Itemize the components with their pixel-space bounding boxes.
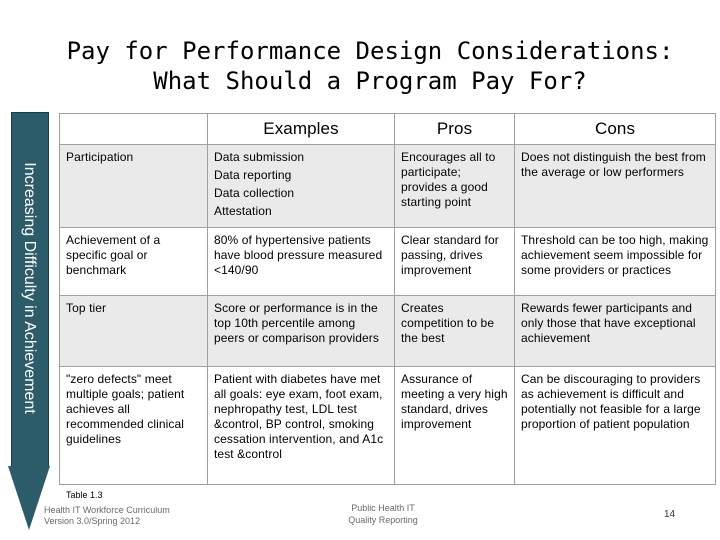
row-pros: Clear standard for passing, drives improvement — [395, 228, 515, 296]
row-examples: 80% of hypertensive patients have blood pressure measured <140/90 — [208, 228, 395, 296]
row-cons: Does not distinguish the best from the average or low performers — [515, 145, 716, 228]
unit-line-2: Quality Reporting — [348, 515, 418, 525]
table-caption: Table 1.3 — [66, 490, 103, 500]
course-line-1: Health IT Workforce Curriculum — [44, 505, 170, 515]
row-cons: Rewards fewer participants and only those that have exceptional achievement — [515, 296, 716, 367]
table-row — [60, 296, 716, 367]
row-type: "zero defects" meet multiple goals; patient achieves all recommended clinical guidelines — [60, 367, 208, 485]
title-line-1: Pay for Performance Design Considerations: — [66, 37, 674, 65]
row-pros: Assurance of meeting a very high standard, drives improvement — [395, 367, 515, 485]
table-header-row — [60, 114, 716, 145]
footer-course-info — [44, 490, 170, 527]
row-examples: Patient with diabetes have met all goals: eye exam, foot exam, nephropathy test, LDL test &control, BP control, smoking cessation intervention, and A1c test &control — [208, 367, 395, 485]
row-examples: Score or performance is in the top 10th percentile among peers or comparison providers — [208, 296, 395, 367]
difficulty-arrow — [8, 112, 50, 540]
table-row — [60, 145, 716, 228]
example-item: Data reporting — [214, 168, 292, 182]
row-type: Top tier — [60, 296, 208, 367]
row-cons: Threshold can be too high, making achievement seem impossible for some providers or practices — [515, 228, 716, 296]
header-cons: Cons — [515, 114, 716, 145]
design-considerations-table — [59, 113, 716, 485]
row-type: Participation — [60, 145, 208, 228]
header-pros: Pros — [395, 114, 515, 145]
course-line-2: Version 3.0/Spring 2012 — [44, 516, 141, 526]
example-item: Data submission — [214, 150, 305, 164]
row-pros: Encourages all to participate; provides a good starting point — [395, 145, 515, 228]
row-pros: Creates competition to be the best — [395, 296, 515, 367]
row-type: Achievement of a specific goal or benchmark — [60, 228, 208, 296]
header-blank — [60, 114, 208, 145]
row-cons: Can be discouraging to providers as achievement is difficult and potentially not feasible for a large proportion of patient population — [515, 367, 716, 485]
page-number: 14 — [664, 509, 676, 520]
unit-line-1: Public Health IT — [351, 503, 415, 513]
row-examples — [208, 145, 395, 228]
header-examples: Examples — [208, 114, 395, 145]
footer-unit-info — [333, 502, 433, 526]
table-row — [60, 228, 716, 296]
page-title — [20, 36, 720, 96]
example-item: Data collection — [214, 186, 295, 200]
difficulty-arrow-label: Increasing Difficulty in Achievement — [21, 162, 38, 414]
table-row — [60, 367, 716, 485]
title-line-2: What Should a Program Pay For? — [153, 67, 587, 95]
example-item: Attestation — [214, 204, 272, 218]
